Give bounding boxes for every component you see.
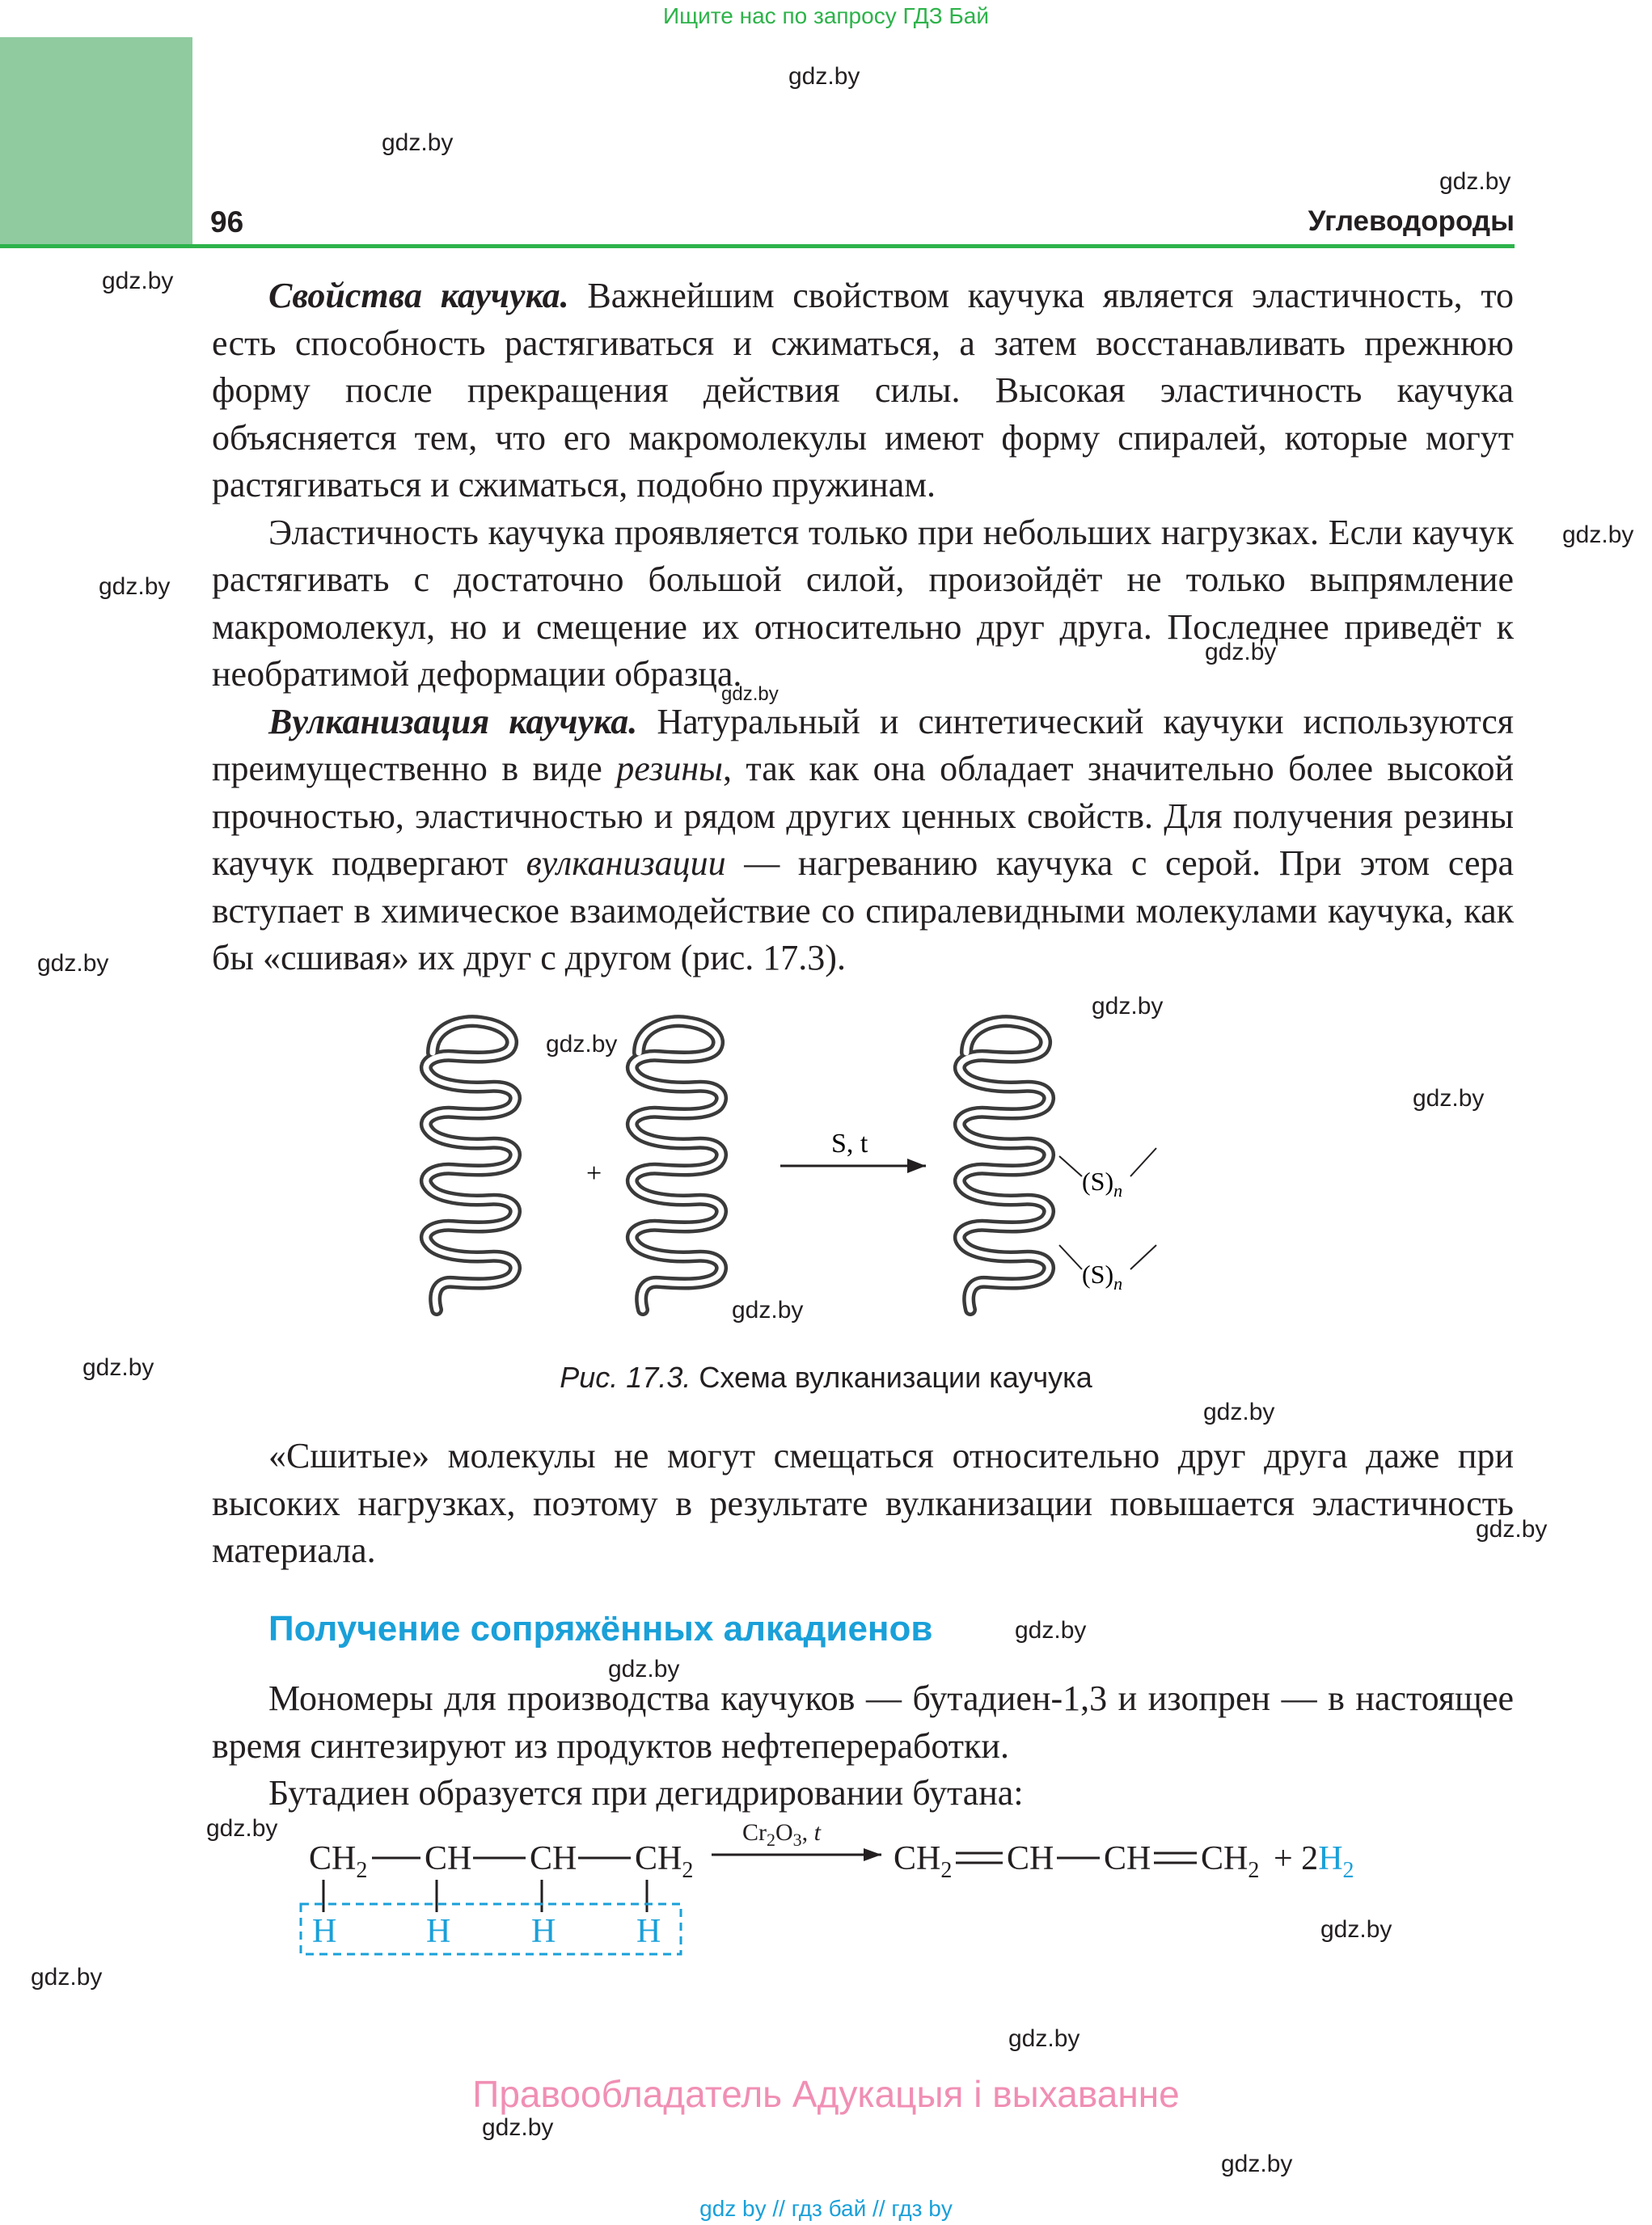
- watermark: gdz.by: [546, 1031, 618, 1058]
- rubber-coil: [632, 1021, 721, 1310]
- reactant-group: CH: [425, 1840, 472, 1877]
- hydrogen-byproduct: + $2H_2$: [1274, 1840, 1354, 1883]
- paragraph-text: Важнейшим свойством каучука является эластичность, то есть способность растягиваться и сжиматься, а затем восстанавливать прежнюю форму после прекращения действия силы. Высокая эластичность каучука объясняется тем, что его макромолекулы имеют форму спиралей, которые могут растягиваться и сжиматься, подобно пружинам.: [212, 276, 1514, 505]
- watermark: gdz.by: [382, 129, 454, 156]
- product-group: CH: [1104, 1840, 1151, 1877]
- green-corner-block: [0, 37, 192, 244]
- paragraph-crosslinked: «Сшитые» молекулы не могут смещаться относительно друг друга даже при высоких нагрузках, поэтому в результате вулканизации повышается эластичность материала.: [212, 1436, 1514, 1570]
- watermark: gdz.by: [82, 1354, 154, 1381]
- paragraph-butadiene: Бутадиен образуется при дегидрировании бутана:: [268, 1773, 1024, 1813]
- footer-links[interactable]: gdz by // гдз бай // гдз by: [699, 2196, 953, 2221]
- term-vulcanization: вулканизации: [526, 843, 726, 883]
- watermark: gdz.by: [482, 2114, 554, 2141]
- watermark: gdz.by: [1092, 993, 1164, 1020]
- plus-sign: +: [586, 1159, 602, 1188]
- text-block-after-figure: [212, 1433, 1514, 1575]
- watermark: gdz.by: [721, 683, 779, 705]
- watermark: gdz.by: [732, 1297, 804, 1324]
- reaction-condition: $Cr_2O_3$, t: [742, 1819, 822, 1850]
- arrow-head: [864, 1848, 881, 1861]
- watermark: gdz.by: [99, 573, 171, 600]
- reactant-group: $CH_2$: [635, 1840, 694, 1883]
- text-block-bottom: [212, 1675, 1514, 1818]
- rubber-coil: [960, 1021, 1049, 1310]
- arrow-label: S, t: [831, 1129, 868, 1159]
- watermark: gdz.by: [1203, 1399, 1275, 1425]
- watermark: gdz.by: [1015, 1617, 1087, 1644]
- paragraph-vulcanization: [212, 699, 1514, 982]
- section-title: Углеводороды: [1308, 205, 1515, 237]
- product-group: CH: [1007, 1840, 1054, 1877]
- reactant-group: CH: [530, 1840, 577, 1877]
- sulfur-bond: [1130, 1148, 1156, 1176]
- watermark: gdz.by: [1205, 639, 1277, 665]
- caption-label: Рис. 17.3.: [560, 1361, 691, 1394]
- page-number: 96: [210, 205, 244, 239]
- watermark: gdz.by: [1221, 2151, 1293, 2177]
- watermark: gdz.by: [37, 950, 109, 977]
- sulfur-bond: [1059, 1245, 1082, 1269]
- watermark: gdz.by: [1562, 521, 1634, 548]
- watermark: gdz.by: [1413, 1085, 1485, 1112]
- paragraph-text: — нагреванию каучука с серой. При этом сера вступает в химическое взаимодействие со спиралевидными молекулами каучука, как бы «сшивая» их друг с другом (рис. 17.3).: [212, 843, 1514, 977]
- product-group: $CH_2$: [894, 1840, 953, 1883]
- watermark: gdz.by: [206, 1815, 278, 1842]
- watermark: gdz.by: [1008, 2025, 1080, 2052]
- copyright-notice: Правообладатель Адукацыя і выхаванне: [472, 2073, 1180, 2115]
- hydrogen-atom: H: [531, 1913, 556, 1950]
- sulfur-bond: [1130, 1245, 1156, 1269]
- run-in-heading: Свойства каучука.: [268, 276, 569, 315]
- dehydrogenation-equation: [299, 1819, 1431, 1981]
- watermark: gdz.by: [608, 1656, 680, 1682]
- watermark: gdz.by: [1439, 168, 1511, 195]
- sulfur-bridge-label: $(S)_n$: [1082, 1260, 1123, 1294]
- reactant-group: $CH_2$: [309, 1840, 368, 1883]
- watermark: gdz.by: [1320, 1916, 1392, 1943]
- arrow-head: [907, 1159, 926, 1173]
- top-search-link[interactable]: Ищите нас по запросу ГДЗ Бай: [662, 3, 990, 28]
- header-rule: [0, 244, 1515, 248]
- paragraph-text: Натуральный и синтетический каучуки используются преимущественно в виде: [212, 701, 1514, 788]
- vulcanization-figure: [380, 1003, 1213, 1326]
- paragraph-monomers: Мономеры для производства каучуков — бутадиен-1,3 и изопрен — в настоящее время синтезируют из продуктов нефтепереработки.: [212, 1678, 1514, 1766]
- paragraph-text: , так как она обладает значительно более высокой прочностью, эластичностью и рядом других ценных свойств. Для получения резины каучук подвергают: [212, 749, 1514, 883]
- watermark: gdz.by: [1476, 1516, 1548, 1543]
- watermark: gdz.by: [788, 63, 860, 90]
- text-block-top: [212, 272, 1514, 982]
- hydrogen-atom: H: [426, 1913, 451, 1950]
- rubber-coil: [426, 1021, 515, 1310]
- hydrogen-atom: H: [636, 1913, 661, 1950]
- subsection-heading: Получение сопряжённых алкадиенов: [268, 1609, 933, 1649]
- term-rubber: резины: [616, 749, 723, 788]
- paragraph-elasticity: Эластичность каучука проявляется только при небольших нагрузках. Если каучук растягивать с достаточно большой силой, произойдёт не только выпрямление макромолекул, но и смещение их относительно друг друга. Последнее приведёт к необратимой деформации образца.: [212, 512, 1514, 694]
- run-in-heading: Вулканизация каучука.: [268, 701, 638, 741]
- figure-caption: [0, 1361, 1652, 1395]
- watermark: gdz.by: [31, 1964, 103, 1991]
- watermark: gdz.by: [102, 268, 174, 294]
- product-group: $CH_2$: [1201, 1840, 1260, 1883]
- caption-text: Схема вулканизации каучука: [691, 1361, 1092, 1394]
- hydrogen-atom: H: [312, 1913, 337, 1950]
- paragraph-properties: [212, 272, 1514, 509]
- sulfur-bond: [1059, 1156, 1082, 1176]
- sulfur-bridge-label: $(S)_n$: [1082, 1167, 1123, 1201]
- removed-hydrogen-box: [301, 1904, 681, 1954]
